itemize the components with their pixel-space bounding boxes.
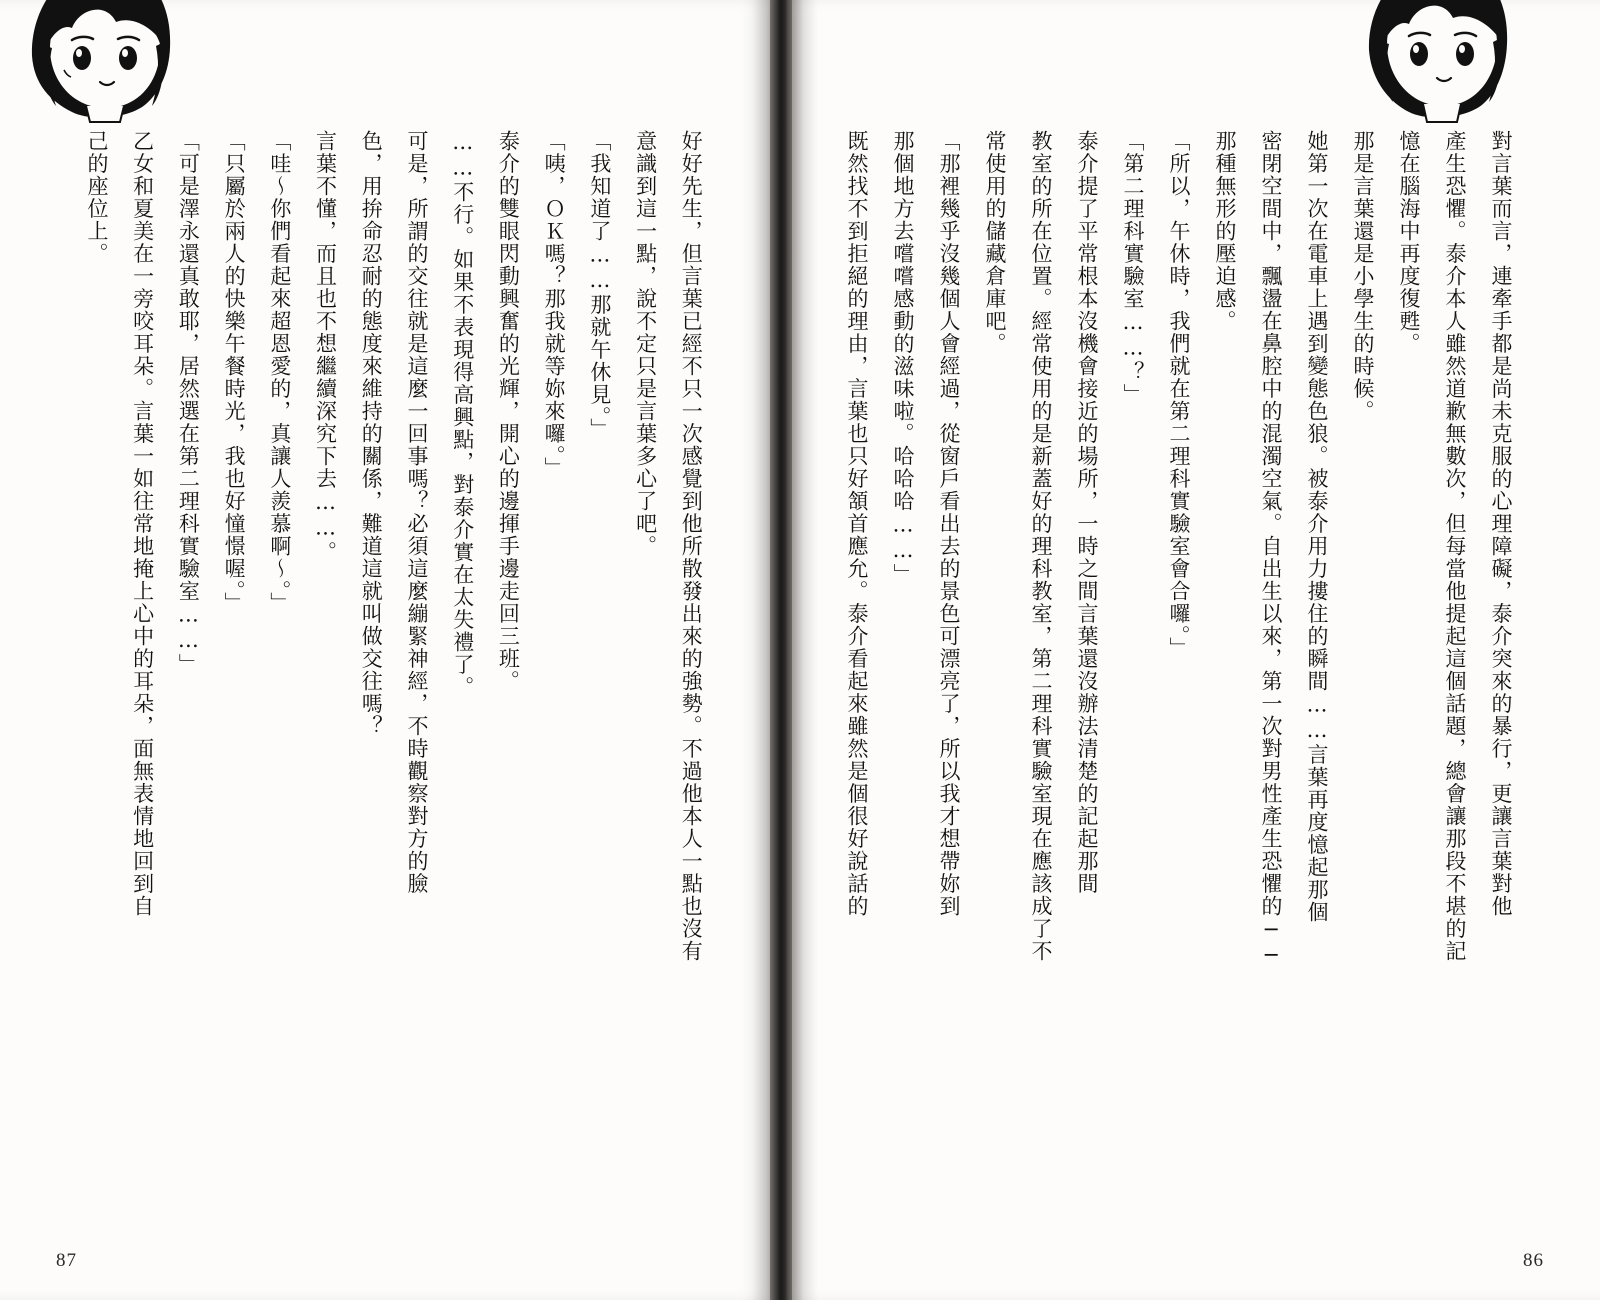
text-column: 色，用拚命忍耐的態度來維持的關係，難道這就叫做交往嗎？ (359, 130, 384, 738)
text-column: ……不行。如果不表現得高興點，對泰介實在太失禮了。 (450, 130, 475, 699)
page-number-left: 87 (56, 1250, 77, 1271)
right-page-text-body (840, 130, 1530, 1140)
text-column: 對言葉而言，連牽手都是尚未克服的心理障礙，泰介突來的暴行，更讓言葉對他 (1489, 130, 1514, 918)
book-gutter-crease (770, 0, 792, 1300)
text-column: 那個地方去嚐嚐感動的滋味啦。哈哈哈……」 (891, 130, 916, 586)
text-column: 既然找不到拒絕的理由，言葉也只好頷首應允。泰介看起來雖然是個很好說話的 (845, 130, 870, 918)
left-page-text-body (80, 130, 720, 1140)
text-column: 言葉不懂，而且也不想繼續深究下去……。 (313, 130, 338, 564)
chibi-girl-face-top-right-icon (1355, 0, 1520, 134)
page-number-right: 86 (1523, 1250, 1544, 1271)
text-column: 泰介提了平常根本沒機會接近的場所，一時之間言葉還沒辦法清楚的記起那間 (1075, 130, 1100, 895)
text-column: 泰介的雙眼閃動興奮的光輝，開心的邊揮手邊走回三班。 (496, 130, 521, 693)
text-column: 她第一次在電車上遇到變態色狼。被泰介用力摟住的瞬間……言葉再度憶起那個 (1305, 130, 1330, 924)
text-column: 憶在腦海中再度復甦。 (1397, 130, 1422, 355)
text-column: 意識到這一點，說不定只是言葉多心了吧。 (633, 130, 658, 558)
text-column: 可是，所謂的交往就是這麼一回事嗎？必須這麼繃緊神經，不時觀察對方的臉 (404, 130, 429, 895)
text-column: 「哇～你們看起來超恩愛的，真讓人羨慕啊～。」 (267, 130, 292, 615)
text-column: 乙女和夏美在一旁咬耳朵。言葉一如往常地掩上心中的耳朵，面無表情地回到自 (130, 130, 155, 918)
text-column: 常使用的儲藏倉庫吧。 (983, 130, 1008, 355)
chibi-girl-face-top-left-icon (20, 0, 185, 136)
text-column: 密閉空間中，飄盪在鼻腔中的混濁空氣。自出生以來，第一次對男性產生恐懼的── (1259, 130, 1284, 969)
text-column: 「第二理科實驗室……？」 (1121, 130, 1146, 406)
text-column: 教室的所在位置。經常使用的是新蓋好的理科教室，第二理科實驗室現在應該成了不 (1029, 130, 1054, 963)
text-column: 「咦，ＯＫ嗎？那我就等妳來囉。」 (542, 130, 567, 480)
text-column: 「可是澤永還真敢耶，居然選在第二理科實驗室……」 (176, 130, 201, 676)
text-column: 好好先生，但言葉已經不只一次感覺到他所散發出來的強勢。不過他本人一點也沒有 (679, 130, 704, 963)
text-column: 產生恐懼。泰介本人雖然道歉無數次，但每當他提起這個話題，總會讓那段不堪的記 (1443, 130, 1468, 963)
text-column: 那是言葉還是小學生的時候。 (1351, 130, 1376, 423)
text-column: 「只屬於兩人的快樂午餐時光，我也好憧憬喔。」 (222, 130, 247, 615)
text-column: 「所以，午休時，我們就在第二理科實驗室會合囉。」 (1167, 130, 1192, 660)
text-column: 己的座位上。 (84, 130, 109, 265)
text-column: 「那裡幾乎沒幾個人會經過，從窗戶看出去的景色可漂亮了，所以我才想帶妳到 (937, 130, 962, 918)
text-column: 「我知道了……那就午休見。」 (587, 130, 612, 441)
text-column: 那種無形的壓迫感。 (1213, 130, 1238, 333)
